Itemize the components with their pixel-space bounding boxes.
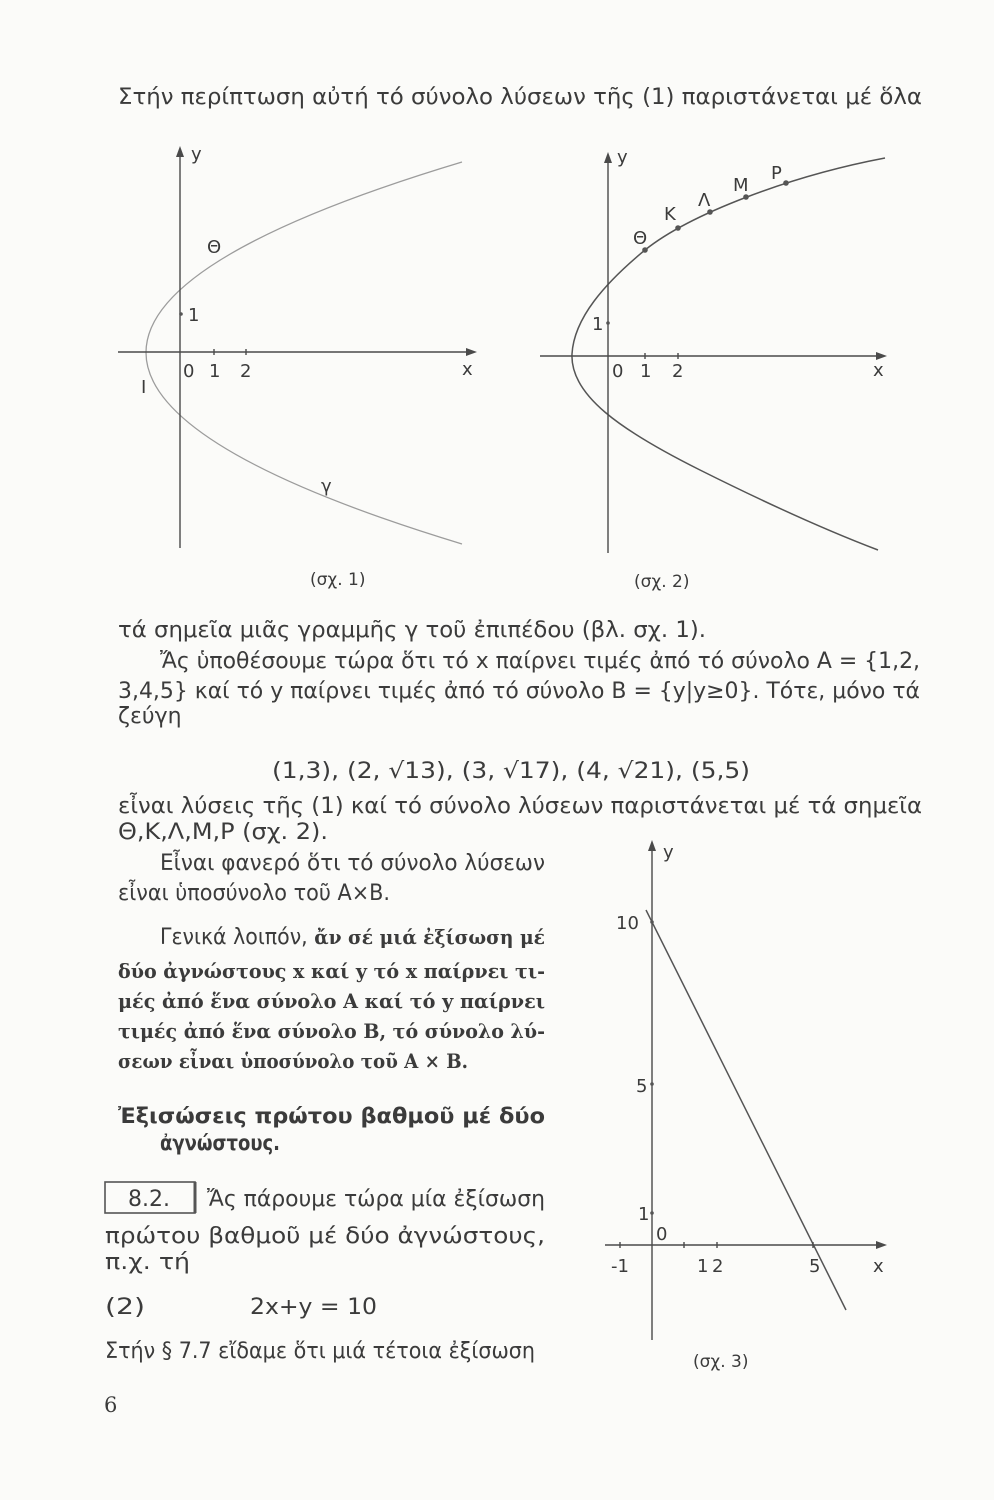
figure-3-x-label: x (873, 1256, 884, 1277)
rule-line-5: σεων εἶναι ὑποσύνολο τοῦ A × B. (118, 1049, 503, 1073)
section-line-1: Ἄς πάρουμε τώρα μία ἐξίσωση (207, 1187, 545, 1212)
figure-1-curve-gamma (146, 162, 462, 544)
x-axis-arrow-icon (466, 348, 477, 356)
paragraph-line-5: ζεύγη (118, 704, 182, 729)
figure-2-curve (572, 158, 885, 550)
figure-1-caption: (σχ. 1) (310, 570, 366, 590)
rule-lead: Γενικά λοιπόν, (160, 925, 326, 950)
figure-3-x-tick-label: 5 (809, 1256, 821, 1277)
figure-2-y-tick-label: 1 (592, 314, 604, 335)
rule-line-1 (160, 925, 562, 950)
section-heading-line-1: Ἐξισώσεις πρώτου βαθμοῦ μέ δύο (118, 1104, 545, 1128)
x-axis-arrow-icon (876, 1241, 887, 1249)
figure-2-point-label: M (733, 175, 749, 196)
solution-pairs: (1,3), (2, √13), (3, √17), (4, √21), (5,5) (272, 759, 750, 784)
figure-1-x-label: x (462, 359, 473, 380)
paragraph-line-7: Θ,K,Λ,M,P (σχ. 2). (118, 820, 328, 845)
section-heading-line-2: ἀγνώστους. (160, 1131, 280, 1155)
rule-bold-start: ἄν σέ μιά ἐξίσωση μέ (314, 925, 562, 949)
figure-2-point-label: K (664, 204, 676, 225)
figure-1-y-label: y (191, 144, 202, 165)
figure-3-y-tick (650, 1082, 654, 1086)
figure-3-x-tick-label: -1 (611, 1256, 629, 1277)
figure-2 (540, 147, 887, 592)
figure-3-caption: (σχ. 3) (693, 1352, 749, 1372)
figure-2-y-tick (606, 321, 610, 325)
section-line-3: π.χ. τή (105, 1250, 190, 1275)
paragraph-line-1: Στήν περίπτωση αὐτή τό σύνολο λύσεων τῆς (1) παριστάνεται μέ ὅλα (118, 85, 922, 110)
equation-label: (2) (105, 1295, 145, 1320)
paragraph-line-2: τά σημεῖα μιᾶς γραμμῆς γ τοῦ ἐπιπέδου (βλ. σχ. 1). (118, 618, 706, 643)
figure-3-y-tick-label: 1 (638, 1204, 650, 1225)
rule-line-3: μές ἀπό ἕνα σύνολο A καί τό y παίρνει (118, 989, 545, 1013)
figure-3-y-tick (650, 1211, 654, 1215)
y-axis-arrow-icon (648, 840, 656, 851)
paragraph-line-4: 3,4,5} καί τό y παίρνει τιμές ἀπό τό σύνολο B = {y|y≥0}. Τότε, μόνο τά (118, 679, 920, 704)
figure-2-x-tick-label: 2 (672, 361, 684, 382)
figure-1-x-tick-label: 2 (240, 361, 252, 382)
figure-2-point-label: Θ (633, 228, 648, 249)
figure-1-y-tick (179, 312, 183, 316)
paragraph-line-3: Ἄς ὑποθέσουμε τώρα ὅτι τό x παίρνει τιμές ἀπό τό σύνολο A = {1,2, (160, 649, 920, 674)
figure-2-caption: (σχ. 2) (634, 572, 690, 592)
rule-line-4: τιμές ἀπό ἕνα σύνολο B, τό σύνολο λύ- (118, 1019, 545, 1043)
figure-3-x-tick-label: 2 (712, 1256, 724, 1277)
figure-2-point-k (675, 225, 681, 231)
rule-line-2: δύο ἀγνώστους x καί y τό x παίρνει τι- (118, 959, 545, 983)
figure-3-y-tick-label: 5 (636, 1076, 648, 1097)
figure-1-curve-label: γ (321, 476, 332, 497)
figure-3-y-tick (650, 920, 654, 924)
figure-1-x-tick-label: 1 (209, 361, 221, 382)
figure-2-x-label: x (873, 360, 884, 381)
figure-1-origin-label: 0 (183, 361, 195, 382)
paragraph-line-6: εἶναι λύσεις τῆς (1) καί τό σύνολο λύσεων παριστάνεται μέ τά σημεῖα (118, 794, 895, 819)
equation: 2x+y = 10 (250, 1295, 377, 1320)
page-number: 6 (104, 1393, 118, 1417)
figure-2-point-label: Λ (698, 190, 711, 211)
figure-3 (605, 840, 887, 1372)
paragraph-line-8: Εἶναι φανερό ὅτι τό σύνολο λύσεων (160, 851, 554, 876)
figure-3-x-tick-label: 1 (697, 1256, 709, 1277)
section-line-2: πρώτου βαθμοῦ μέ δύο ἀγνώστους, (105, 1224, 545, 1249)
figure-3-y-tick-label: 10 (616, 913, 639, 934)
section-line-4: Στήν § 7.7 εἴδαμε ὅτι μιά τέτοια ἐξίσωση (105, 1339, 535, 1364)
figure-1-point-i-label: I (141, 377, 147, 398)
figure-1 (118, 144, 477, 590)
section-number: 8.2. (128, 1187, 170, 1212)
figure-2-x-tick-label: 1 (640, 361, 652, 382)
figure-3-origin-label: 0 (656, 1224, 668, 1245)
x-axis-arrow-icon (876, 352, 887, 360)
figure-2-origin-label: 0 (612, 361, 624, 382)
paragraph-line-9: εἶναι ὑποσύνολο τοῦ A×B. (118, 881, 406, 906)
figure-1-point-theta-label: Θ (207, 237, 222, 258)
figure-3-line (646, 910, 846, 1310)
figure-3-y-label: y (663, 842, 674, 863)
figure-2-point-label: P (771, 163, 782, 184)
y-axis-arrow-icon (604, 152, 612, 163)
y-axis-arrow-icon (176, 146, 184, 157)
figure-2-point-p (783, 180, 789, 186)
figure-2-y-label: y (617, 147, 628, 168)
figure-1-y-tick-label: 1 (188, 305, 200, 326)
